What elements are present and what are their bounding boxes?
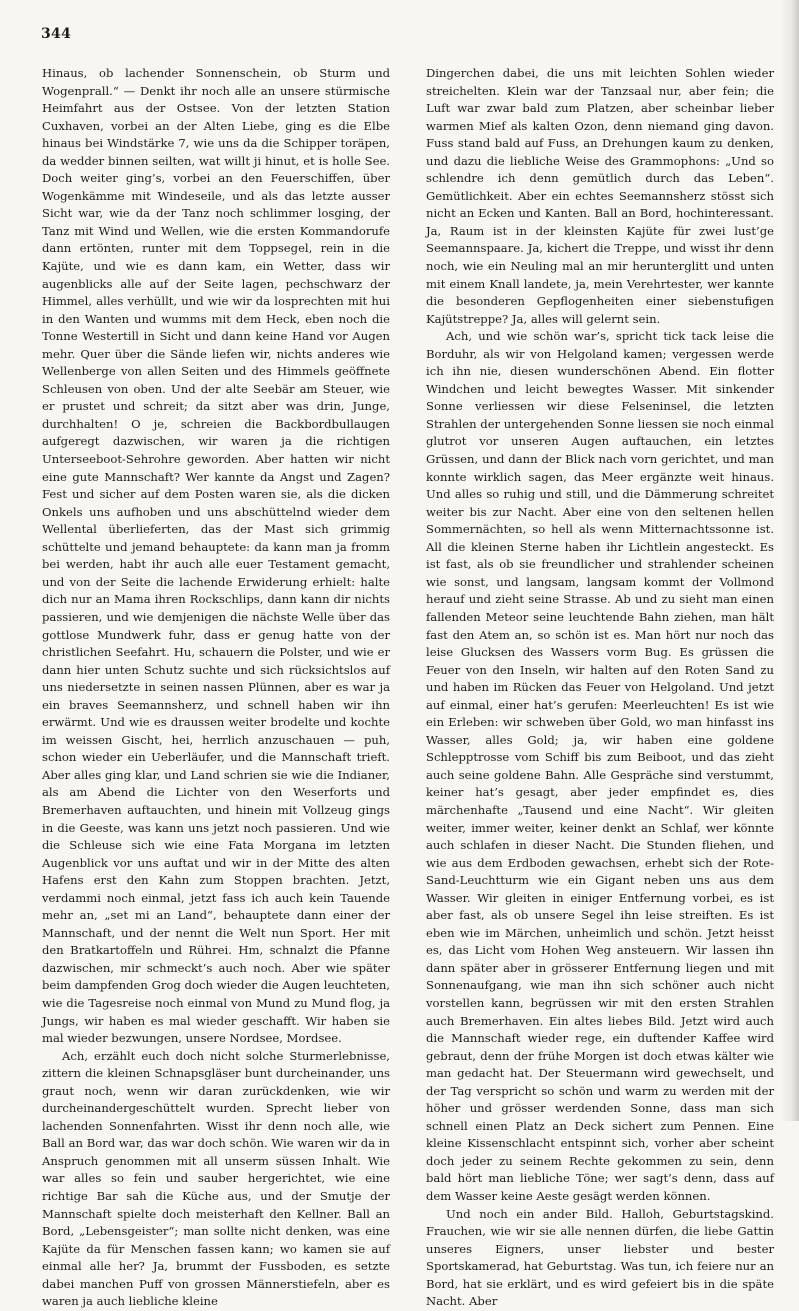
page-number: 344 [41,26,72,42]
paragraph: Ach, erzählt euch doch nicht solche Sturmerlebnisse, zittern die kleinen Schnapsgläser bunt durcheinander, uns graut noch, wenn wir daran zurückdenken, wie wir durcheinandergeschüttelt wurden. Sprecht lieber von lachenden Sonnenfahrten. Wisst ihr denn noch alle, wie Ball an Bord war, das war doch schön. Wie waren wir da in Anspruch genommen mit all unserm süssen Inhalt. Wie war alles so fein und sauber hergerichtet, wie eine richtige Bar sah die Küche aus, und der Smutje der Mannschaft spielte doch meisterhaft den Kellner. Ball an Bord, „Lebensgeister“; man sollte nicht denken, was eine Kajüte da für Menschen fassen kann; wo kamen sie auf einmal alle her? Ja, brummt der Fussboden, es setzte dabei manchen Puff von grossen Männerstiefeln, aber es waren ja auch liebliche kleine [42,1048,390,1309]
paragraph: Ach, und wie schön war’s, spricht tick tack leise die Borduhr, als wir von Helgoland kamen; vergessen werde ich ihn nie, diesen wunderschönen Abend. Ein flotter Windchen und leicht bewegtes Wasser. Mit sinkender Sonne verliessen wir diese Felseninsel, die letzten Strahlen der untergehenden Sonne liessen sie noch einmal glutrot vor unseren Augen auftauchen, ein letztes Grüssen, und dann der Blick nach vorn gerichtet, und man konnte wirklich sagen, das Meer ergänzte weit hinaus. Und alles so ruhig und still, und die Dämmerung schreitet weiter bis zur Nacht. Aber eine von den seltenen hellen Sommernächten, so hell als wenn Mitternachtssonne ist. All die kleinen Sterne haben ihr Lichtlein angesteckt. Es ist fast, als ob sie freundlicher und strahlender scheinen wie sonst, und langsam, langsam kommt der Vollmond herauf und zieht seine Strasse. Ab und zu sieht man einen fallenden Meteor seine leuchtende Bahn ziehen, man hält fast den Atem an, so schön ist es. Man hört nur noch das leise Glucksen des Wassers vorm Bug. Es grüssen die Feuer von den Inseln, wir halten auf den Roten Sand zu und haben im Rücken das Feuer von Helgoland. Und jetzt auf einmal, einer hat’s gerufen: Meerleuchten! Es ist wie ein Erleben: wir schweben über Gold, wo man hinfasst ins Wasser, alles Gold; ja, wir haben eine goldene Schlepptrosse vom Schiff bis zum Beiboot, und das zieht auch seine goldene Bahn. Alle Gespräche sind verstummt, keiner hat’s gesagt, aber jeder empfindet es, dies märchenhafte „Tausend und eine Nacht“. Wir gleiten weiter, immer weiter, keiner denkt an Schlaf, wer könnte auch schlafen in dieser Nacht. Die Stunden fliehen, und wie aus dem Erdboden gewachsen, erhebt sich der Rote-Sand-Leuchtturm wie ein Gigant neben uns aus dem Wasser. Wir gleiten in einiger Entfernung vorbei, es ist aber fast, als ob unsere Segel ihn leise streiften. Es ist eben wie im Märchen, unheimlich und schön. Jetzt heisst es, das Licht vom Hohen Weg ansteuern. Wir lassen ihn dann später aber in grösserer Entfernung liegen und mit Sonnenaufgang, wie man ihn sich schöner auch nicht vorstellen kann, begrüssen wir mit den ersten Strahlen auch Bremerhaven. Ein altes liebes Bild. Jetzt wird auch die Mannschaft wieder rege, ein duftender Kaffee wird gebraut, denn der frühe Morgen ist doch etwas kälter wie man gedacht hat. Der Steuermann wird gewechselt, und der Tag verspricht so schön und warm zu werden mit der höher und grösser werdenden Sonne, dass man sich schnell einen Platz an Deck sichert zum Pennen. Eine kleine Kissenschlacht entspinnt sich, vorher aber scheint doch jeder zu seinem Rechte gekommen zu sein, denn bald hört man liebliche Töne; wer sagt’s denn, dass auf dem Wasser keine Aeste gesägt werden können. [426,329,774,1203]
paragraph: Hinaus, ob lachender Sonnenschein, ob Sturm und Wogenprall.“ — Denkt ihr noch alle an unsere stürmische Heimfahrt aus der Ostsee. Von der letzten Station Cuxhaven, vorbei an der Alten Liebe, ging es die Elbe hinaus bei Windstärke 7, wie uns da die Schipper toräpen, da wedder binnen seilten, wat willt ji hinut, et is holle See. Doch weiter ging’s, vorbei an den Feuerschiffen, über Wogenkämme mit Windeseile, und als das letzte ausser Sicht war, wie da der Tanz noch schlimmer losging, der Tanz mit Wind und Wellen, wie die ersten Kommandorufe dann ertönten, runter mit dem Toppsegel, rein in die Kajüte, und wie es dann kam, ein Wetter, dass wir augenblicks alle auf der Seite lagen, pechschwarz der Himmel, alles verhüllt, und wie wir da losprechten mit hui in den Wanten und wumms mit dem Heck, eben noch die Tonne Westertill in Sicht und dann keine Hand vor Augen mehr. Quer über die Sände liefen wir, nichts anderes wie Wellenberge von allen Seiten und des Himmels geöffnete Schleusen von oben. Und der alte Seebär am Steuer, wie er prustet und schreit; da sitzt aber was drin, Junge, durchhalten! O je, schreien die Backbordbullaugen aufgeregt dazwischen, wir waren ja die richtigen Unterseeboot-Sehrohre geworden. Aber hatten wir nicht eine gute Mannschaft? Wer kannte da Angst und Zagen? Fest und sicher auf dem Posten waren sie, als die dicken Onkels uns aufhoben und uns abschüttelnd wieder dem Wellental überlieferten, das der Mast sich grimmig schüttelte und jemand behauptete: da kann man ja fromm bei werden, habt ihr auch alle euer Testament gemacht, und von der Seite die lachende Erwiderung erhielt: halte dich nur an Mama ihren Rockschlips, dann kann dir nichts passieren, und wie demjenigen die nächste Welle über das gottlose Mundwerk fuhr, dass er genug hatte von der christlichen Seefahrt. Hu, schauern die Polster, und wie er dann hier unten Schutz suchte und sich rücksichtslos auf uns niedersetzte in seinen nassen Plünnen, aber es war ja ein braves Seemannsherz, und schnell haben wir ihn erwärmt. Und wie es draussen weiter brodelte und kochte im weissen Gischt, hei, herrlich anzuschauen — puh, schon wieder ein Ueberläufer, und die Mannschaft trieft. Aber alles ging klar, und Land schrien sie wie die Indianer, als am Abend die Lichter von den Weserforts und Bremerhaven auftauchten, und hinein mit Vollzeug gings in die Geeste, was kann uns jetzt noch passieren. Und wie die Schleuse sich wie eine Fata Morgana im letzten Augenblick vor uns auftat und wir in der Mitte des alten Hafens erst den Kahn zum Stoppen brachten. Jetzt, verdammi noch einmal, jetzt fass ich auch kein Tauende mehr an, „set mi an Land“, behauptete dann einer der Mannschaft, und der nennt die Welt nun Sport. Her mit den Bratkartoffeln und Rührei. Hm, schnalzt die Pfanne dazwischen, mir schmeckt’s auch noch. Aber wie später beim dampfenden Grog doch wieder die Augen leuchteten, wie die Tagesreise noch einmal von Mund zu Mund flog, ja Jungs, wir haben es mal wieder geschafft. Wir haben sie mal wieder bezwungen, unsere Nordsee, Mordsee. [42,66,390,1046]
page-edge-shadow [781,0,799,1121]
paragraph: Dingerchen dabei, die uns mit leichten Sohlen wieder streichelten. Klein war der Tanzsaal nur, aber fein; die Luft war zwar bald zum Platzen, aber scheinbar lieber warmen Mief als kalten Ozon, denn niemand ging davon. Fuss stand bald auf Fuss, an Drehungen kaum zu denken, und dazu die liebliche Weise des Grammophons: „Und so schlendre ich denn gemütlich durch das Leben“. Gemütlichkeit. Aber ein echtes Seemannsherz stösst sich nicht an Ecken und Kanten. Ball an Bord, hochinteressant. Ja, Raum ist in der kleinsten Kajüte für zwei lust’ge Seemannspaare. Ja, kichert die Treppe, und wisst ihr denn noch, wie ein Neuling mal an mir herunterglitt und unten mit einem Knall landete, ja, mein Verehrtester, wer kannte die besonderen Gepflogenheiten einer siebenstufigen Kajütstreppe? Ja, alles will gelernt sein. [426,66,774,326]
text-column-left [42,65,390,1311]
paragraph: Und noch ein ander Bild. Halloh, Geburtstagskind. Frauchen, wie wir sie alle nennen dürfen, die liebe Gattin unseres Eigners, unser liebster und bester Sportskamerad, hat Geburtstag. Was tun, ich feiere nur an Bord, hat sie erklärt, und es wird gefeiert bis in die späte Nacht. Aber [426,1206,774,1309]
text-column-right [426,65,774,1311]
